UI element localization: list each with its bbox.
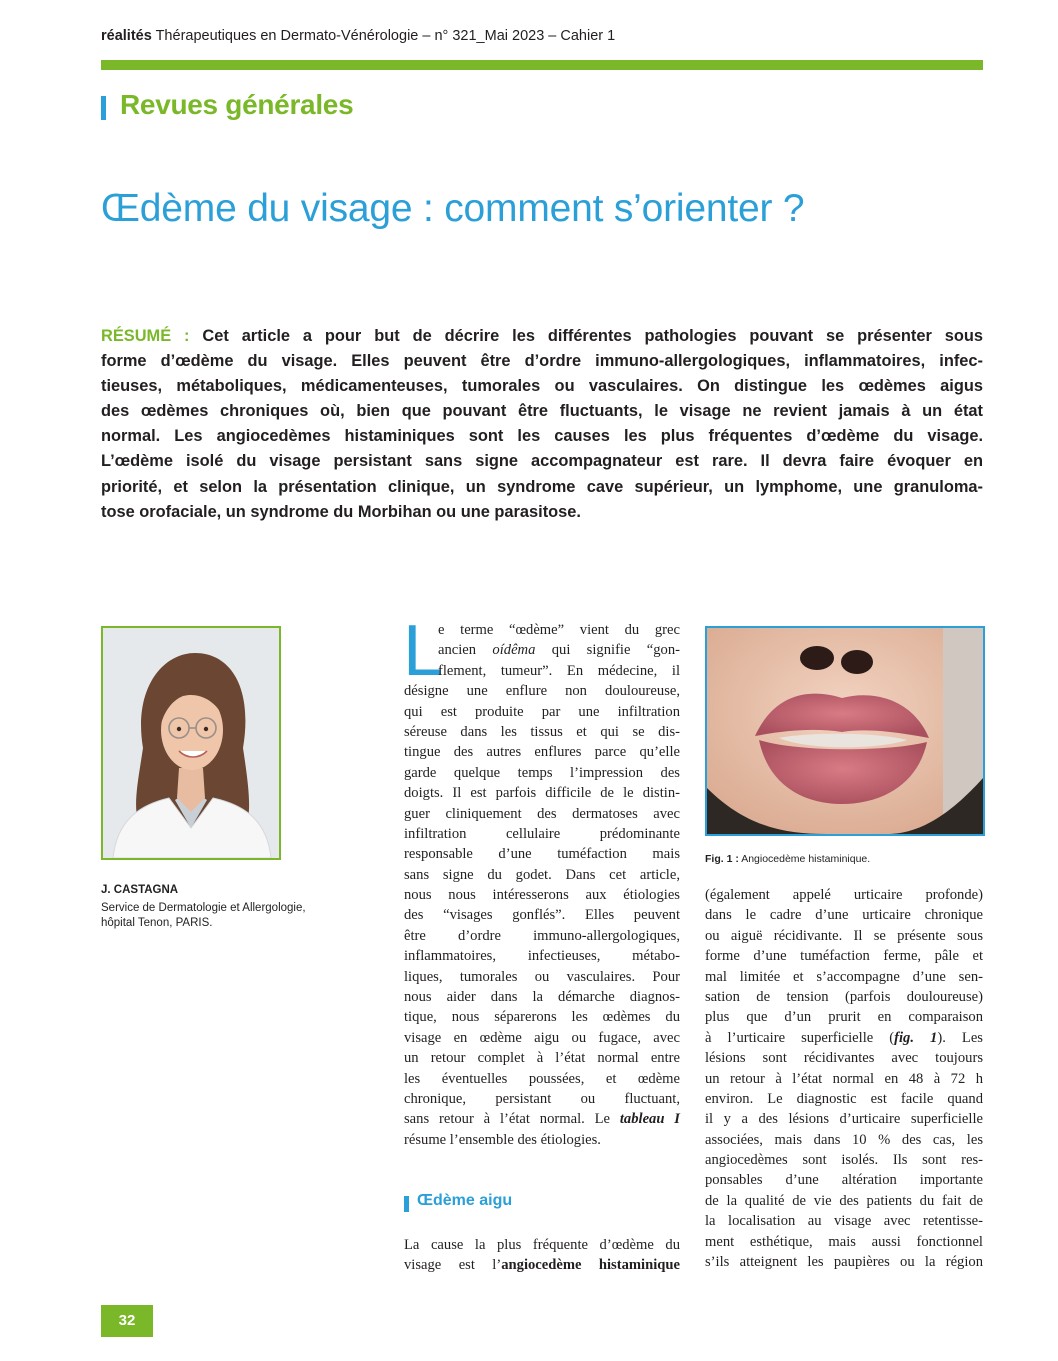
text-line: inflammatoires, infectieuses, métabo-: [404, 948, 680, 965]
text-line: environ. Le diagnostic est facile quand: [705, 1090, 983, 1107]
author-portrait-illustration: [103, 628, 279, 858]
text-line: mal limitée et s’accompagne d’une sen-: [705, 968, 983, 985]
text-line: de la qualité de vie des patients du fait de: [705, 1192, 983, 1209]
figure-1-caption: Fig. 1 : Angiocedème histaminique.: [705, 853, 871, 865]
text-line: ou aiguë récidivante. Il se présente sous: [705, 927, 983, 944]
body-column-1-continued: [404, 1235, 680, 1276]
text-line: tingue des autres enflures parce qu’elle: [404, 744, 680, 761]
text-line: forme d’une tuméfaction ferme, pâle et: [705, 948, 983, 965]
text-line: séreuse dans les tissus et qui se dis-: [404, 723, 680, 740]
text-line: sans signe du godet. Dans cet article,: [404, 866, 680, 883]
figure-label: Fig. 1 :: [705, 853, 739, 865]
text-line: qui est produite par une infiltration: [404, 703, 680, 720]
header-rule: [101, 60, 983, 70]
text-line: plus que d’un prurit en comparaison: [705, 1009, 983, 1026]
text-line: désigne une enflure non douloureuse,: [404, 683, 680, 700]
section-title: Revues générales: [120, 89, 354, 120]
abstract-line: tieuses, métaboliques, médicamenteuses, tumorales ou vasculaires. On distingue les œdèmes aigus: [101, 377, 983, 396]
angioedema-lips-illustration: [707, 628, 983, 834]
text-line: la localisation au visage avec retentisse-: [705, 1213, 983, 1230]
text-line: La cause la plus fréquente d’œdème du: [404, 1237, 680, 1253]
page-number: 32: [101, 1305, 153, 1337]
text-line: chronique, persistant ou fluctuant,: [404, 1090, 680, 1107]
text-line: dans le cadre d’une urticaire chronique: [705, 907, 983, 924]
abstract-line: priorité, et selon la présentation clinique, un syndrome cave supérieur, un lymphome, une granuloma-: [101, 477, 983, 496]
text-line: nous aider dans la démarche diagnos-: [404, 989, 680, 1006]
text-line: des “visages gonflés”. Elles peuvent: [404, 907, 680, 924]
text-line: lésions sont récidivantes avec toujours: [705, 1050, 983, 1067]
body-column-1: [403, 611, 681, 1150]
text-line: infiltration cellulaire prédominante: [404, 825, 680, 842]
abstract-line: des œdèmes chroniques où, bien que pouvant être fluctuants, le visage ne revient jamais à un état: [101, 402, 983, 421]
abstract: [101, 324, 983, 525]
text-line: responsable d’une tuméfaction mais: [404, 846, 680, 863]
text-line: tique, nous séparerons les œdèmes du: [404, 1009, 680, 1026]
abstract-line: RÉSUMÉ : Cet article a pour but de décrire les différentes pathologies pouvant se présenter sous: [101, 327, 983, 345]
text-line: ponsables d’une altération importante: [705, 1172, 983, 1189]
abstract-line: tose orofaciale, un syndrome du Morbihan ou une parasitose.: [101, 502, 581, 521]
text-line: un retour à l’état normal en 48 à 72 h: [705, 1070, 983, 1087]
abstract-label: RÉSUMÉ :: [101, 327, 190, 345]
figure-1-photo: [705, 626, 985, 836]
text-line: liques, tumorales ou vasculaires. Pour: [404, 968, 680, 985]
text-line: doigts. Il est parfois difficile de le distin-: [404, 785, 680, 802]
text-line: sation de tension (parfois douloureuse): [705, 988, 983, 1005]
section-marker: [101, 96, 106, 120]
author-photo: [101, 626, 281, 860]
text-line: nous nous intéresserons aux étiologies: [404, 887, 680, 904]
text-line: guer cliniquement des dermatoses avec: [404, 805, 680, 822]
abstract-line: normal. Les angiocedèmes histaminiques sont les causes les plus fréquentes d’œdème du visage.: [101, 427, 983, 446]
text-line: sans retour à l’état normal. Le tableau I: [404, 1111, 680, 1128]
text-line: un retour complet à l’état normal entre: [404, 1050, 680, 1067]
text-line: s’ils atteignent les paupières ou la région: [705, 1254, 983, 1271]
issue-info: Thérapeutiques en Dermato-Vénérologie – n° 321_Mai 2023 – Cahier 1: [155, 28, 616, 44]
text-line: résume l’ensemble des étiologies.: [404, 1131, 601, 1148]
text-line: associées, mais dans 10 % des cas, les: [705, 1131, 983, 1148]
text-line: les éventuelles poussées, et œdème: [404, 1070, 680, 1087]
subhead-marker: [404, 1196, 409, 1212]
subhead-oedeme-aigu: Œdème aigu: [417, 1192, 513, 1209]
drop-cap: L: [403, 611, 444, 691]
text-line: angiocedèmes sont isolés. Ils sont res-: [705, 1152, 983, 1169]
text-line: ment esthétique, mais aussi fonctionnel: [705, 1233, 983, 1250]
body-column-2: [705, 885, 983, 1272]
text-line: garde quelque temps l’impression des: [404, 764, 680, 781]
abstract-line: forme d’œdème du visage. Elles peuvent être d’ordre immuno-allergologiques, inflammatoires, infec-: [101, 352, 983, 371]
text-line: à l’urticaire superficielle (fig. 1). Les: [705, 1029, 983, 1046]
text-line: il y a des lésions d’urticaire superficielle: [705, 1111, 983, 1128]
author-name: J. CASTAGNA: [101, 884, 179, 896]
table-reference: tableau I: [619, 1111, 680, 1128]
abstract-line: L’œdème isolé du visage persistant sans signe accompagnateur est rare. Il devra faire évoquer en: [101, 452, 983, 471]
text-line: visage est l’angiocedème histaminique: [404, 1257, 680, 1274]
article-title: Œdème du visage : comment s’orienter ?: [101, 187, 805, 230]
journal-name: réalités: [101, 28, 152, 44]
text-line: flement, tumeur”. En médecine, il: [438, 662, 680, 679]
figure-reference: fig. 1: [894, 1029, 938, 1046]
text-line: être d’ordre immuno-allergologiques,: [404, 927, 680, 944]
running-header: [101, 28, 615, 44]
text-line: ancien oídêma qui signifie “gon-: [438, 642, 681, 659]
text-line: (également appelé urticaire profonde): [705, 887, 983, 903]
text-line: e terme “œdème” vient du grec: [438, 622, 680, 638]
author-affiliation: Service de Dermatologie et Allergologie, hôpital Tenon, PARIS.: [101, 902, 306, 929]
text-line: visage en œdème aigu ou fugace, avec: [404, 1029, 680, 1046]
